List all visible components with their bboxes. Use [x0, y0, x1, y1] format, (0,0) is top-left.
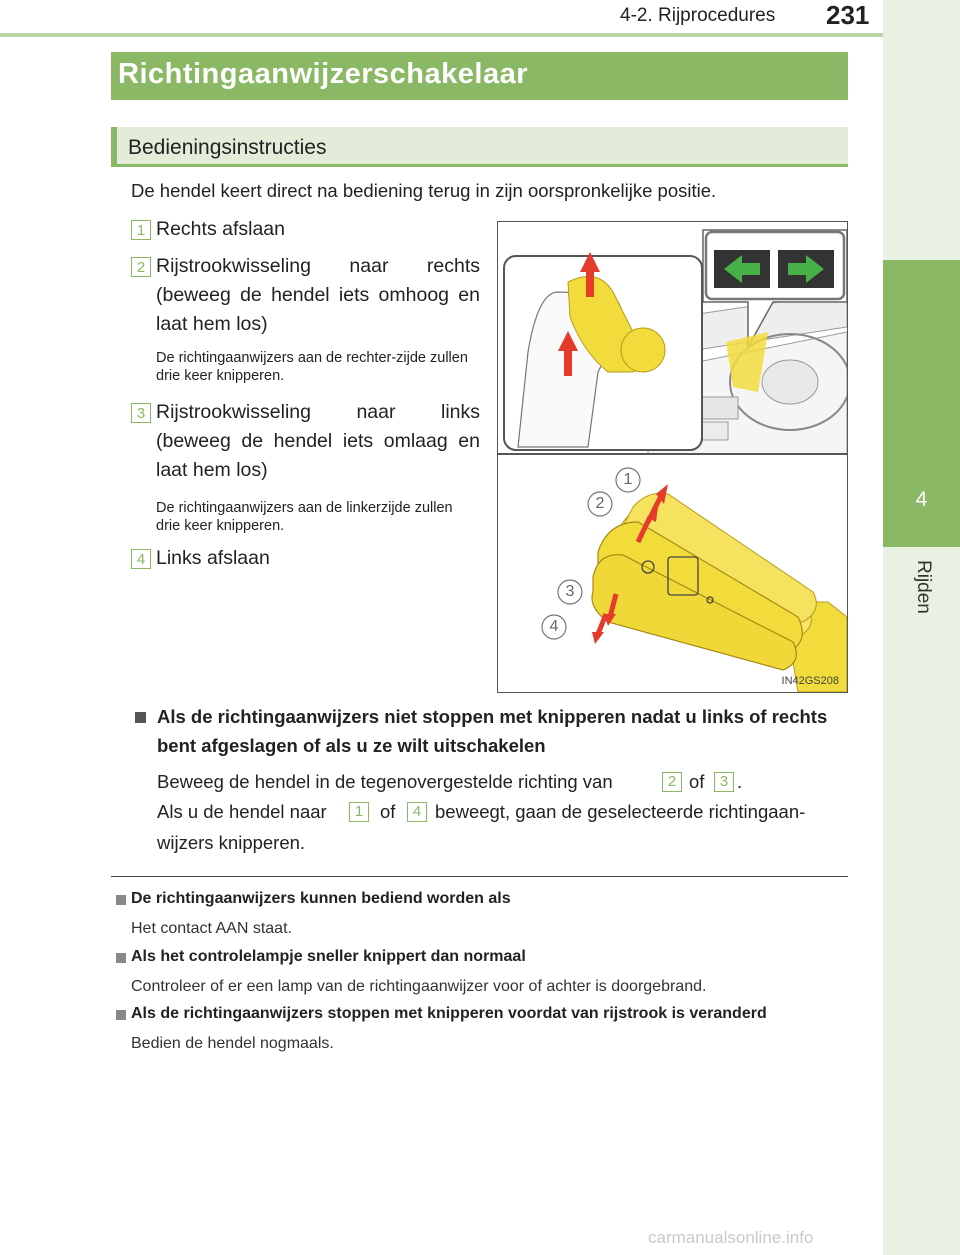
- intro-text: De hendel keert direct na bediening terug in zijn oorspronkelijke positie.: [131, 180, 717, 201]
- item-note: De richtingaanwijzers aan de linkerzijde zullen drie keer knipperen.: [156, 500, 453, 534]
- item-number: 4: [131, 549, 151, 569]
- header-rule: [0, 33, 960, 37]
- item-note: De richtingaanwijzers aan de rechter-zijde zullen drie keer knipperen.: [156, 350, 468, 384]
- chapter-number: 4: [915, 488, 928, 511]
- figure-label-3: 3: [565, 583, 575, 600]
- bullet-line3: wijzers knipperen.: [157, 832, 306, 853]
- section-title: 4-2. Rijprocedures: [620, 5, 776, 26]
- item-text: Rijstrookwisseling naar rechts (beweeg de hendel iets omhoog en laat hem los): [156, 255, 480, 335]
- footnote-text: Het contact AAN staat.: [131, 920, 292, 937]
- bullet-line1: [157, 767, 613, 796]
- bullet-line2-c: beweegt, gaan de geselecteerde richtingaan-: [435, 801, 806, 822]
- footnote-text: Bedien de hendel nogmaals.: [131, 1035, 334, 1052]
- bullet-line1-a: Beweeg de hendel in de tegenovergestelde richting van: [157, 771, 613, 792]
- item-text: Rijstrookwisseling naar links (beweeg de hendel iets omlaag en laat hem los): [156, 401, 480, 481]
- bullet-line2-a: Als u de hendel naar: [157, 801, 327, 822]
- bullet-heading-line2: bent afgeslagen of als u ze wilt uitschakelen: [157, 735, 546, 756]
- subtitle-accent: [111, 127, 117, 167]
- item-number: 3: [131, 403, 151, 423]
- bullet-line2-b: of: [380, 801, 396, 822]
- inline-number: 1: [349, 802, 369, 822]
- bullet-line1-b: of: [689, 771, 705, 792]
- bullet-square: [135, 712, 146, 723]
- footnote-bullet: [116, 953, 126, 963]
- bullet-line1-c: .: [737, 771, 743, 792]
- figure-label-1: 1: [623, 471, 633, 488]
- inline-number: 3: [714, 772, 734, 792]
- chapter-label: Rijden: [913, 560, 934, 614]
- figure-turn-signal-lever: [497, 221, 848, 693]
- side-tab-top: [883, 0, 960, 260]
- bullet-heading-line1: Als de richtingaanwijzers niet stoppen met knipperen nadat u links of rechts: [157, 706, 828, 727]
- watermark: carmanualsonline.info: [648, 1228, 814, 1247]
- footnote-bullet: [116, 895, 126, 905]
- footnote-bullet: [116, 1010, 126, 1020]
- separator: [111, 876, 848, 877]
- side-tab-bottom: [883, 547, 960, 1255]
- figure-label-2: 2: [595, 495, 605, 512]
- footnote-heading: Als de richtingaanwijzers stoppen met knipperen voordat van rijstrook is veranderd: [131, 1005, 767, 1022]
- footnote-heading: De richtingaanwijzers kunnen bediend worden als: [131, 890, 511, 907]
- item-number: 1: [131, 220, 151, 240]
- item-text: Rechts afslaan: [156, 218, 285, 240]
- item-text: Links afslaan: [156, 547, 270, 569]
- page-number: 231: [826, 0, 870, 30]
- inline-number: 2: [662, 772, 682, 792]
- figure-label-4: 4: [549, 618, 559, 635]
- subtitle: Bedieningsinstructies: [128, 136, 327, 159]
- footnote-heading: Als het controlelampje sneller knippert dan normaal: [131, 948, 526, 965]
- page-title: Richtingaanwijzerschakelaar: [118, 58, 528, 90]
- item-number: 2: [131, 257, 151, 277]
- footnote-text: Controleer of er een lamp van de richtingaanwijzer voor of achter is doorgebrand.: [131, 978, 707, 995]
- figure-code: IN42GS208: [781, 675, 839, 687]
- inline-number: 4: [407, 802, 427, 822]
